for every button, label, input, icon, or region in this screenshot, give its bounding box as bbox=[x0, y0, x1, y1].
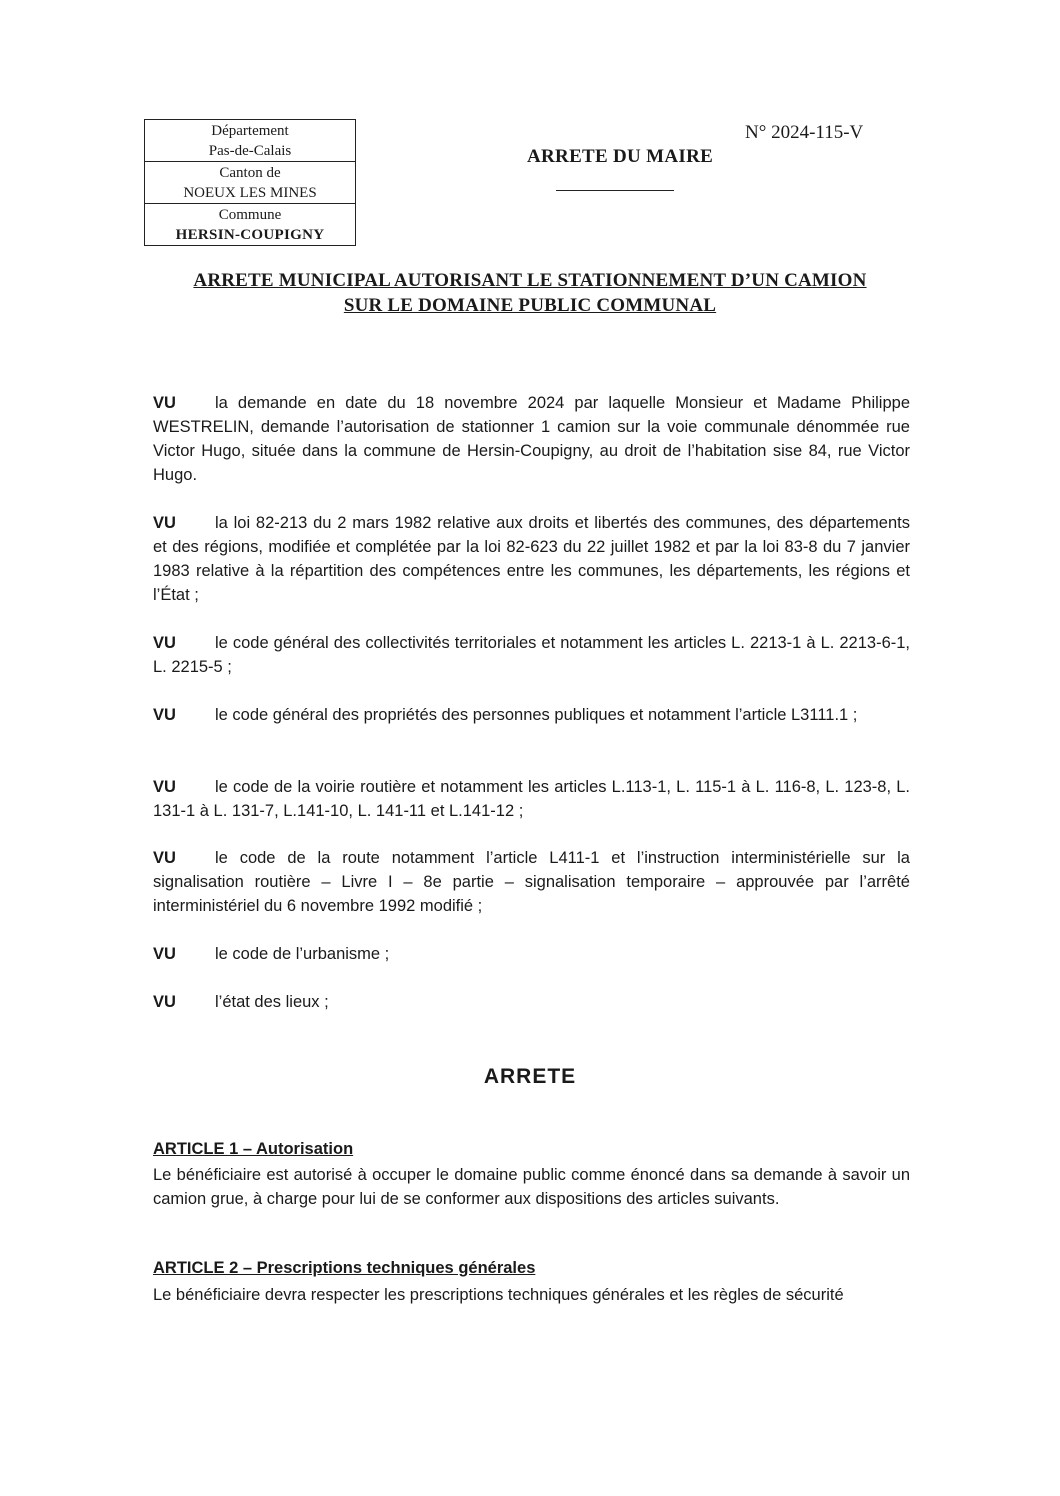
commune-cell bbox=[145, 203, 355, 245]
canton-cell bbox=[145, 161, 355, 203]
vu-paragraph bbox=[153, 703, 910, 727]
vu-paragraph bbox=[153, 391, 910, 487]
vu-text: le code de la voirie routière et notamment les articles L.113-1, L. 115-1 à L. 116-8, L. 123-8, L. 131-1 à L. 131-7, L.141-10, L. 141-11 et L.141-12 ; bbox=[153, 778, 910, 820]
vu-paragraph bbox=[153, 631, 910, 679]
arrete-heading: ARRETE bbox=[483, 1065, 577, 1088]
department-name: Pas-de-Calais bbox=[208, 143, 292, 159]
vu-label: VU bbox=[153, 394, 176, 412]
vu-label: VU bbox=[153, 993, 176, 1011]
header-divider bbox=[556, 190, 674, 191]
vu-text: la demande en date du 18 novembre 2024 par laquelle Monsieur et Madame Philippe WESTRELIN, demande l’autorisation de stationner 1 camion sur la voie communale dénommée rue Victor Hugo, située dans la commune de Hersin-Coupigny, au droit de l’habitation sise 84, rue Victor Hugo. bbox=[153, 394, 910, 484]
vu-label: VU bbox=[153, 706, 176, 724]
main-title bbox=[130, 268, 930, 318]
article-1-text: Le bénéficiaire est autorisé à occuper le domaine public comme énoncé dans sa demande à savoir un camion grue, à charge pour lui de se conformer aux dispositions des articles suivants. bbox=[153, 1166, 910, 1208]
vu-label: VU bbox=[153, 634, 176, 652]
vu-text: la loi 82-213 du 2 mars 1982 relative aux droits et libertés des communes, des départements et des régions, modifiée et complétée par la loi 82-623 du 22 juillet 1982 et par la loi 83-8 du 7 janvier 1983 relative à la répartition des compétences entre les communes, les départements, les régions et l’État ; bbox=[153, 514, 910, 604]
vu-text: l’état des lieux ; bbox=[215, 993, 329, 1011]
department-cell bbox=[145, 120, 355, 161]
canton-label: Canton de bbox=[219, 165, 281, 181]
vu-paragraph bbox=[153, 990, 910, 1014]
decree-header: ARRETE DU MAIRE bbox=[527, 146, 714, 167]
vu-text: le code général des propriétés des personnes publiques et notamment l’article L3111.1 ; bbox=[215, 706, 858, 724]
main-title-line-2: SUR LE DOMAINE PUBLIC COMMUNAL bbox=[343, 295, 717, 316]
article-2-text: Le bénéficiaire devra respecter les prescriptions techniques générales et les règles de sécurité bbox=[153, 1286, 844, 1304]
main-title-line-1: ARRETE MUNICIPAL AUTORISANT LE STATIONNEMENT D’UN CAMION bbox=[193, 270, 867, 291]
vu-label: VU bbox=[153, 945, 176, 963]
commune-label: Commune bbox=[218, 207, 282, 223]
commune-name: HERSIN-COUPIGNY bbox=[175, 227, 325, 243]
vu-text: le code de la route notamment l’article L411-1 et l’instruction interministérielle sur la signalisation routière – Livre I – 8e partie – signalisation temporaire – approuvée par l’arrêté interministériel du 6 novembre 1992 modifié ; bbox=[153, 849, 910, 915]
vu-text: le code de l’urbanisme ; bbox=[215, 945, 390, 963]
article-1-title: ARTICLE 1 – Autorisation bbox=[153, 1140, 354, 1158]
vu-paragraph bbox=[153, 511, 910, 607]
vu-text: le code général des collectivités territoriales et notamment les articles L. 2213-1 à L. 2213-6-1, L. 2215-5 ; bbox=[153, 634, 910, 676]
vu-label: VU bbox=[153, 849, 176, 867]
vu-paragraph bbox=[153, 846, 910, 918]
article-2-title: ARTICLE 2 – Prescriptions techniques générales bbox=[153, 1259, 536, 1277]
document-number: N° 2024-115-V bbox=[745, 122, 864, 143]
canton-name: NOEUX LES MINES bbox=[183, 185, 317, 201]
vu-paragraph bbox=[153, 942, 910, 966]
department-label: Département bbox=[211, 123, 289, 139]
administrative-box bbox=[144, 119, 356, 246]
vu-label: VU bbox=[153, 514, 176, 532]
vu-paragraph bbox=[153, 775, 910, 823]
vu-label: VU bbox=[153, 778, 176, 796]
